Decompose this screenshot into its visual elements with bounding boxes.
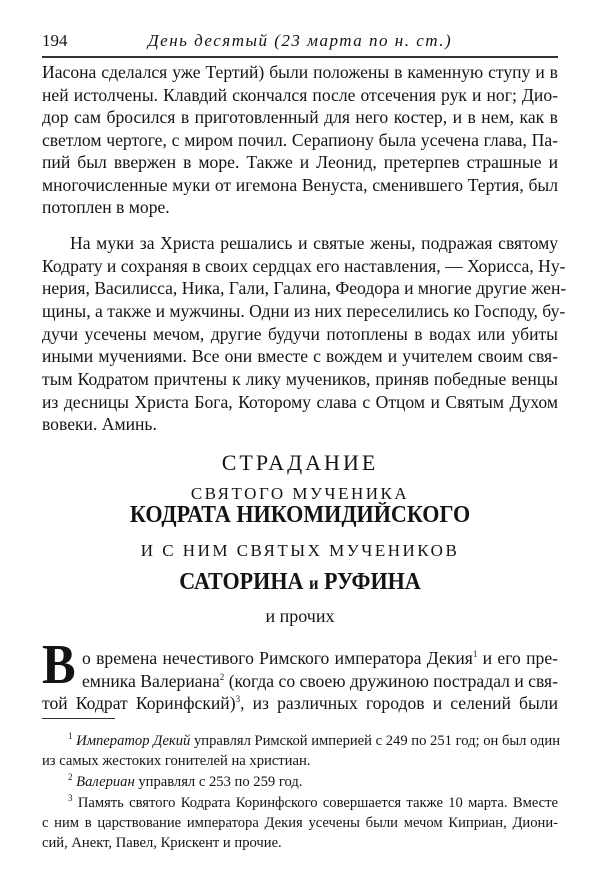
heading-line: и прочих — [265, 606, 335, 626]
text-line: На муки за Христа решались и святые жены, подражая святому — [70, 233, 558, 253]
footnote-text: управлял Римской империей с 249 по 251 год; он был один — [190, 733, 561, 749]
text-line: многочисленные муки от игемона Венуста, сменившего Тертия, был — [42, 174, 558, 195]
running-header — [42, 30, 558, 52]
heading-name: САТОРИНА — [179, 569, 309, 595]
footnote-line: с ним в царствование императора Декия усечены были мечом Киприан, Диони- — [42, 815, 558, 831]
page-number: 194 — [42, 31, 68, 50]
text-line: дор сам бросился в приготовленный для него костер, и в нем, как в — [42, 107, 558, 127]
text-line: иными мучениями. Все они вместе с вождем и учителем своим свя- — [42, 346, 558, 367]
text-line: светлом чертоге, с миром почил. Серапиону была усечена глава, Па- — [42, 129, 558, 150]
running-title: День десятый (23 марта по н. ст.) — [147, 31, 453, 50]
drop-cap: В — [42, 634, 76, 696]
footnote-2 — [68, 772, 558, 792]
text-line: щины, а также и мужчины. Одни из них переселились ко Господу, бу- — [42, 301, 566, 321]
text-line: ней истолчены. Клавдий скончался после отсечения рук и ног; Дио- — [42, 84, 558, 105]
text: (когда со своею дружиною пострадал и свя- — [224, 670, 558, 691]
text-line: Кодрату и сохраняя в своих сердцах его наставления, — Хорисса, Ну- — [42, 255, 566, 276]
footnote-text: управлял с 253 по 259 год. — [134, 774, 303, 790]
footnote-mark: 3 — [68, 793, 73, 804]
heading-saint-names — [24, 569, 576, 596]
text: о времена нечестивого Римского императора Декия — [82, 648, 473, 668]
heading-line: СВЯТОГО МУЧЕНИКА — [190, 484, 410, 503]
text-line: вовеки. Аминь. — [42, 414, 157, 435]
heading-line: И С НИМ СВЯТЫХ МУЧЕНИКОВ — [140, 541, 460, 560]
text: и его пре- — [477, 648, 558, 668]
heading-conjunction: и — [308, 573, 319, 593]
heading-line: СТРАДАНИЕ — [221, 450, 379, 475]
text-line: тым Кодратом причтены к лику мучеников, приняв победные венцы — [42, 369, 558, 389]
text: , из различных городов и селений были — [240, 693, 558, 713]
footnote-text: Память святого Кодрата Коринфского совершается также 10 марта. Вместе — [72, 795, 558, 811]
footnote-ref[interactable]: 2 — [219, 671, 225, 682]
text-line — [82, 670, 558, 692]
text-line: дучи усечены мечом, другие будучи потоплены в водах или убиты — [42, 323, 558, 344]
text-line — [42, 692, 558, 714]
footnote-ref[interactable]: 3 — [235, 694, 241, 705]
text-line — [82, 647, 558, 669]
footnote-mark: 2 — [68, 772, 73, 783]
text-line: нерия, Василисса, Ника, Гали, Галина, Феодора и многие другие жен- — [42, 278, 567, 299]
text: емника Валериана — [82, 670, 220, 691]
footnote-3 — [68, 793, 558, 813]
text-line: из десницы Христа Бога, Которому слава с Отцом и Святым Духом — [42, 391, 558, 412]
text-line: пий был ввержен в море. Также и Леонид, претерпев страшные и — [42, 152, 558, 172]
text: той Кодрат Коринфский) — [42, 693, 236, 713]
footnote-1 — [68, 731, 561, 751]
heading-saint-name: КОДРАТА НИКОМИДИЙСКОГО — [129, 502, 471, 528]
footnote-term: Валериан — [76, 774, 135, 790]
header-rule — [42, 56, 558, 58]
footnote-rule — [42, 718, 115, 719]
footnote-ref[interactable]: 1 — [472, 649, 478, 660]
footnote-line: из самых жестоких гонителей на христиан. — [42, 753, 311, 769]
footnote-mark: 1 — [68, 731, 73, 742]
heading-name: РУФИНА — [318, 569, 421, 595]
footnote-term: Император Декий — [76, 733, 191, 749]
text-line: Иасона сделался уже Тертий) были положены в каменную ступу и в — [42, 62, 558, 82]
text-line: потоплен в море. — [42, 197, 170, 217]
footnote-line: сий, Анект, Павел, Крискент и прочие. — [42, 835, 282, 851]
